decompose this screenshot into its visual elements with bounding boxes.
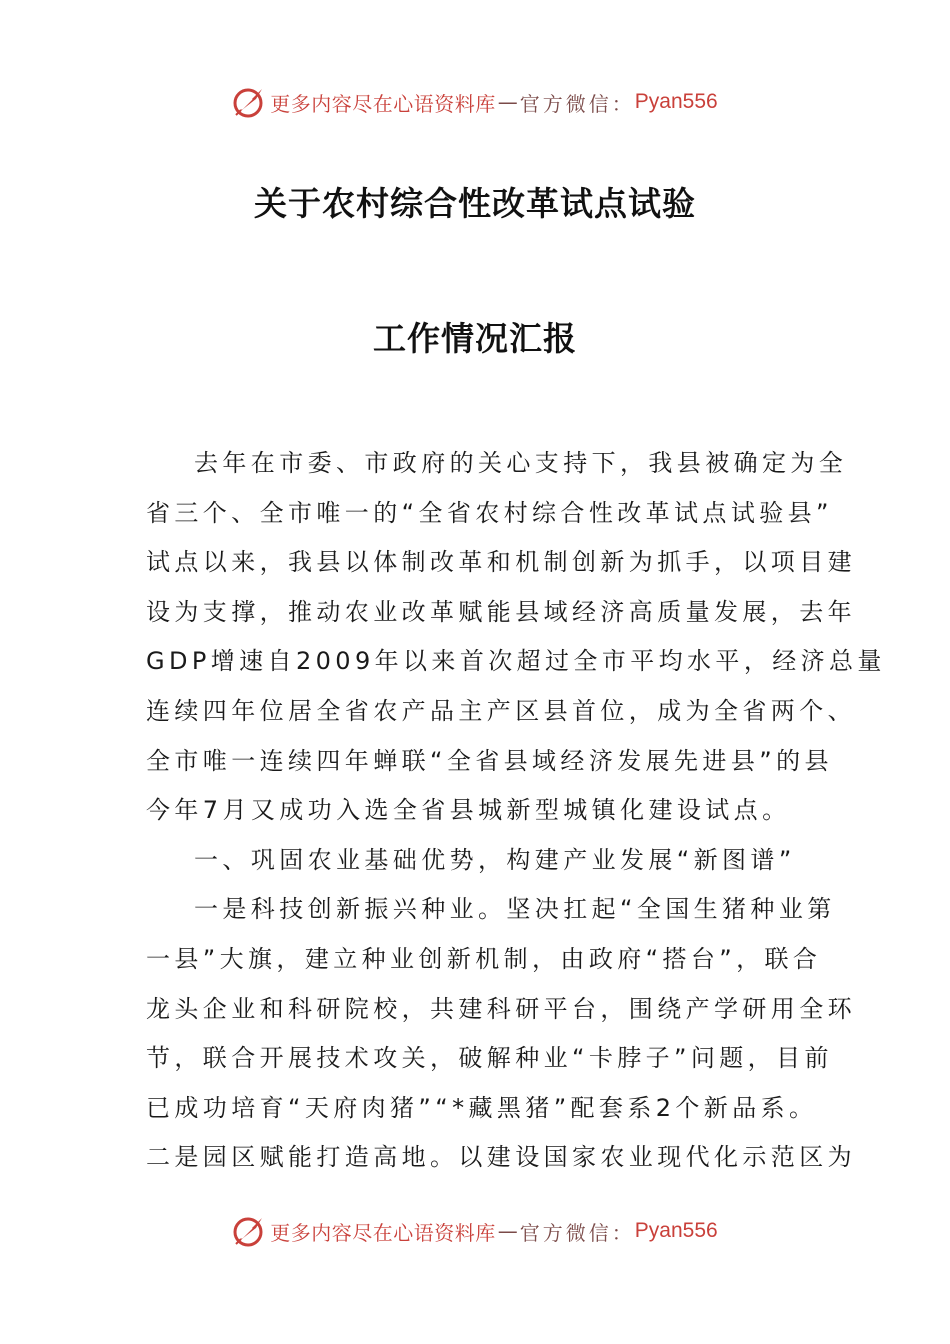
- body-line: 一县”大旗，建立种业创新机制，由政府“搭台”，联合: [146, 944, 822, 973]
- section-heading: 一、巩固农业基础优势，构建产业发展“新图谱”: [194, 845, 796, 874]
- footer-watermark: [0, 1211, 950, 1251]
- watermark-separator: —: [497, 1219, 518, 1243]
- document-body: [146, 439, 886, 1183]
- body-line: 去年在市委、市政府的关心支持下，我县被确定为全: [194, 449, 848, 477]
- body-line: 省三个、全市唯一的“全省农村综合性改革试点试验县”: [146, 498, 833, 527]
- body-line: GDP增速自2009年以来首次超过全市平均水平，经济总量: [146, 647, 886, 676]
- watermark-wechat-id: Pyan556: [634, 90, 718, 113]
- watermark-wechat-label: 官方微信：: [519, 1220, 635, 1245]
- document-title-line-1: 关于农村综合性改革试点试验: [254, 184, 696, 223]
- header-watermark: [0, 82, 950, 122]
- watermark-text: 更多内容尽在心语资料库: [270, 91, 496, 116]
- watermark-separator: —: [497, 90, 518, 114]
- quill-logo-icon: [232, 85, 266, 119]
- body-line: 已成功培育“天府肉猪”“*藏黑猪”配套系2个新品系。: [146, 1093, 818, 1122]
- document-title-line-2: 工作情况汇报: [373, 319, 577, 358]
- body-line: 今年7月又成功入选全省县城新型城镇化建设试点。: [146, 796, 791, 825]
- watermark-text: 更多内容尽在心语资料库: [270, 1220, 496, 1245]
- watermark-wechat-id: Pyan556: [634, 1219, 718, 1242]
- body-line: 连续四年位居全省农产品主产区县首位，成为全省两个、: [146, 696, 856, 725]
- body-line: 一是科技创新振兴种业。坚决扛起“全国生猪种业第: [194, 895, 836, 924]
- body-line: 龙头企业和科研院校，共建科研平台，围绕产学研用全环: [146, 994, 856, 1023]
- body-line: 二是园区赋能打造高地。以建设国家农业现代化示范区为: [146, 1143, 856, 1172]
- body-line: 试点以来，我县以体制改革和机制创新为抓手，以项目建: [146, 548, 856, 577]
- body-line: 全市唯一连续四年蝉联“全省县域经济发展先进县”的县: [146, 746, 833, 775]
- watermark-wechat-label: 官方微信：: [519, 91, 635, 116]
- body-line: 节，联合开展技术攻关，破解种业“卡脖子”问题，目前: [146, 1044, 833, 1073]
- quill-logo-icon: [232, 1214, 266, 1248]
- body-line: 设为支撑，推动农业改革赋能县域经济高质量发展，去年: [146, 597, 856, 626]
